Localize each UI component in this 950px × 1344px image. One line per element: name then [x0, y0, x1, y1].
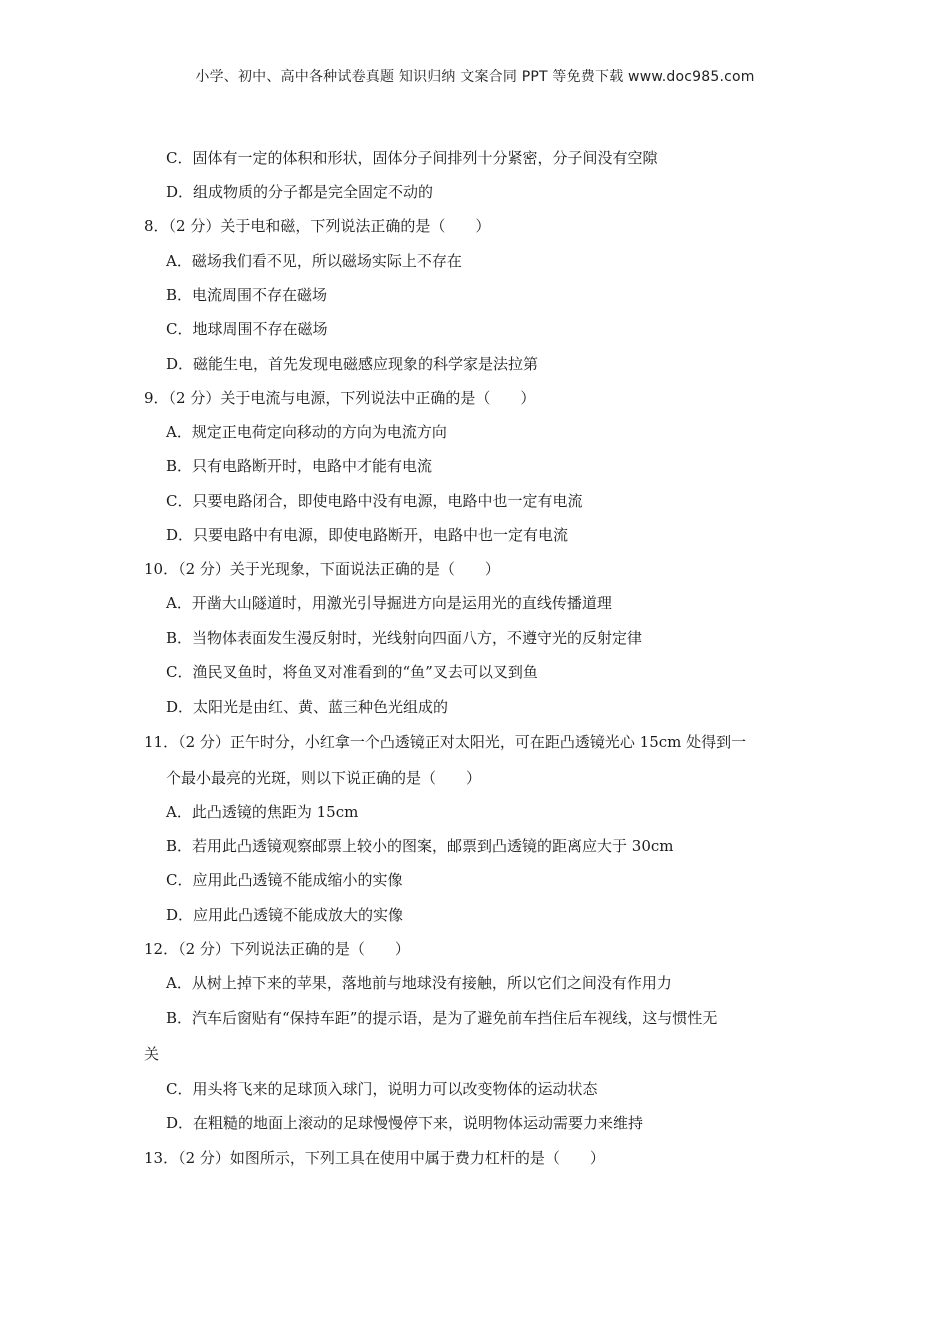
- q12-option-b-line-2: 关: [144, 1045, 160, 1063]
- q10-option-b: B．当物体表面发生漫反射时，光线射向四面八方，不遵守光的反射定律: [166, 629, 643, 647]
- page-header: 小学、初中、高中各种试卷真题 知识归纳 文案合同 PPT 等免费下载 www.doc985.com: [195, 69, 755, 85]
- q11-option-d: D．应用此凸透镜不能成放大的实像: [166, 906, 404, 924]
- q9-option-c: C．只要电路闭合，即使电路中没有电源，电路中也一定有电流: [166, 492, 583, 510]
- q7-option-d: D．组成物质的分子都是完全固定不动的: [166, 183, 434, 201]
- q12-option-b-line-1: B．汽车后窗贴有“保持车距”的提示语，是为了避免前车挡住后车视线，这与惯性无: [166, 1009, 718, 1027]
- q11-option-a: A．此凸透镜的焦距为 15cm: [166, 803, 359, 821]
- question-11-line-1: 11．（2 分）正午时分，小红拿一个凸透镜正对太阳光，可在距凸透镜光心 15cm 处得到一: [144, 733, 747, 751]
- q11-option-c: C．应用此凸透镜不能成缩小的实像: [166, 871, 403, 889]
- q8-option-d: D．磁能生电，首先发现电磁感应现象的科学家是法拉第: [166, 355, 539, 373]
- q8-option-b: B．电流周围不存在磁场: [166, 286, 328, 304]
- q12-option-c: C．用头将飞来的足球顶入球门，说明力可以改变物体的运动状态: [166, 1080, 598, 1098]
- q8-option-a: A．磁场我们看不见，所以磁场实际上不存在: [166, 252, 462, 270]
- question-8: 8．（2 分）关于电和磁，下列说法正确的是（ ）: [144, 217, 491, 235]
- q9-option-a: A．规定正电荷定向移动的方向为电流方向: [166, 423, 447, 441]
- q10-option-c: C．渔民叉鱼时，将鱼叉对准看到的“鱼”叉去可以叉到鱼: [166, 663, 538, 681]
- q10-option-d: D．太阳光是由红、黄、蓝三种色光组成的: [166, 698, 449, 716]
- q7-option-c: C．固体有一定的体积和形状，固体分子间排列十分紧密，分子间没有空隙: [166, 149, 658, 167]
- question-10: 10．（2 分）关于光现象，下面说法正确的是（ ）: [144, 560, 500, 578]
- question-11-line-2: 个最小最亮的光斑，则以下说正确的是（ ）: [166, 769, 482, 787]
- q12-option-a: A．从树上掉下来的苹果，落地前与地球没有接触，所以它们之间没有作用力: [166, 974, 672, 992]
- q8-option-c: C．地球周围不存在磁场: [166, 320, 328, 338]
- q10-option-a: A．开凿大山隧道时，用激光引导掘进方向是运用光的直线传播道理: [166, 594, 612, 612]
- q9-option-d: D．只要电路中有电源，即使电路断开，电路中也一定有电流: [166, 526, 569, 544]
- question-12: 12．（2 分）下列说法正确的是（ ）: [144, 940, 410, 958]
- q11-option-b: B．若用此凸透镜观察邮票上较小的图案，邮票到凸透镜的距离应大于 30cm: [166, 837, 674, 855]
- q12-option-d: D．在粗糙的地面上滚动的足球慢慢停下来，说明物体运动需要力来维持: [166, 1114, 644, 1132]
- question-9: 9．（2 分）关于电流与电源，下列说法中正确的是（ ）: [144, 389, 536, 407]
- question-13: 13．（2 分）如图所示，下列工具在使用中属于费力杠杆的是（ ）: [144, 1149, 605, 1167]
- q9-option-b: B．只有电路断开时，电路中才能有电流: [166, 457, 433, 475]
